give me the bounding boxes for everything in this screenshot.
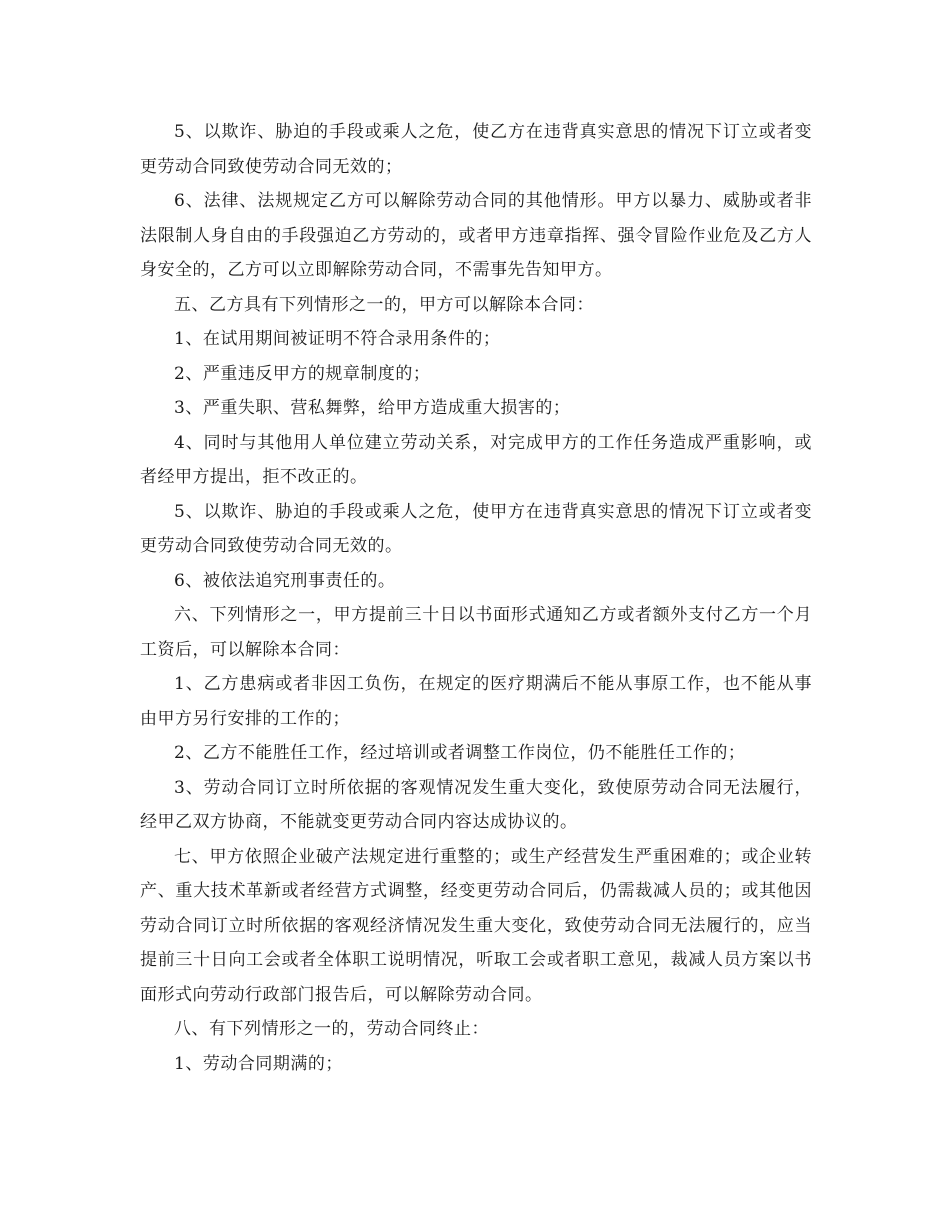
document-page (140, 115, 812, 1081)
paragraph-section-5-item-1: 1、在试用期间被证明不符合录用条件的； (174, 329, 501, 349)
paragraph-section-6-item-1: 1、乙方患病或者非因工负伤，在规定的医疗期满后不能从事原工作，也不能从事由甲方另行安排的工作的； (140, 674, 812, 729)
paragraph-section-6-heading: 六、下列情形之一，甲方提前三十日以书面形式通知乙方或者额外支付乙方一个月工资后，可以解除本合同： (140, 605, 812, 660)
paragraph-section-8-item-1: 1、劳动合同期满的； (174, 1053, 343, 1074)
paragraph-section-5-item-3: 3、严重失职、营私舞弊，给甲方造成重大损害的； (174, 398, 571, 418)
paragraph-section-5-item-5: 5、以欺诈、胁迫的手段或乘人之危，使甲方在违背真实意思的情况下订立或者变更劳动合同致使劳动合同无效的。 (140, 501, 812, 556)
paragraph-section-6-item-3: 3、劳动合同订立时所依据的客观情况发生重大变化，致使原劳动合同无法履行，经甲乙双方协商，不能就变更劳动合同内容达成协议的。 (140, 777, 812, 832)
paragraph-section-8-heading: 八、有下列情形之一的，劳动合同终止： (174, 1019, 489, 1039)
paragraph-clause-6-party-b: 6、法律、法规规定乙方可以解除劳动合同的其他情形。甲方以暴力、威胁或者非法限制人身自由的手段强迫乙方劳动的，或者甲方违章指挥、强令冒险作业危及乙方人身安全的，乙方可以立即解除劳动合同，不需事先告知甲方。 (140, 191, 812, 280)
paragraph-section-6-item-2: 2、乙方不能胜任工作，经过培训或者调整工作岗位，仍不能胜任工作的； (174, 743, 746, 763)
paragraph-section-5-item-2: 2、严重违反甲方的规章制度的； (174, 363, 431, 384)
paragraph-clause-5-party-b: 5、以欺诈、胁迫的手段或乘人之危，使乙方在违背真实意思的情况下订立或者变更劳动合同致使劳动合同无效的； (140, 122, 812, 177)
paragraph-section-5-item-6: 6、被依法追究刑事责任的。 (174, 570, 396, 591)
paragraph-section-5-heading: 五、乙方具有下列情形之一的，甲方可以解除本合同： (174, 294, 594, 315)
paragraph-section-5-item-4: 4、同时与其他用人单位建立劳动关系，对完成甲方的工作任务造成严重影响，或者经甲方提出，拒不改正的。 (140, 432, 812, 487)
paragraph-section-7: 七、甲方依照企业破产法规定进行重整的；或生产经营发生严重困难的；或企业转产、重大技术革新或者经营方式调整，经变更劳动合同后，仍需裁减人员的；或其他因劳动合同订立时所依据的客观经济情况发生重大变化，致使劳动合同无法履行的，应当提前三十日向工会或者全体职工说明情况，听取工会或者职工意见，裁减人员方案以书面形式向劳动行政部门报告后，可以解除劳动合同。 (140, 846, 812, 1005)
